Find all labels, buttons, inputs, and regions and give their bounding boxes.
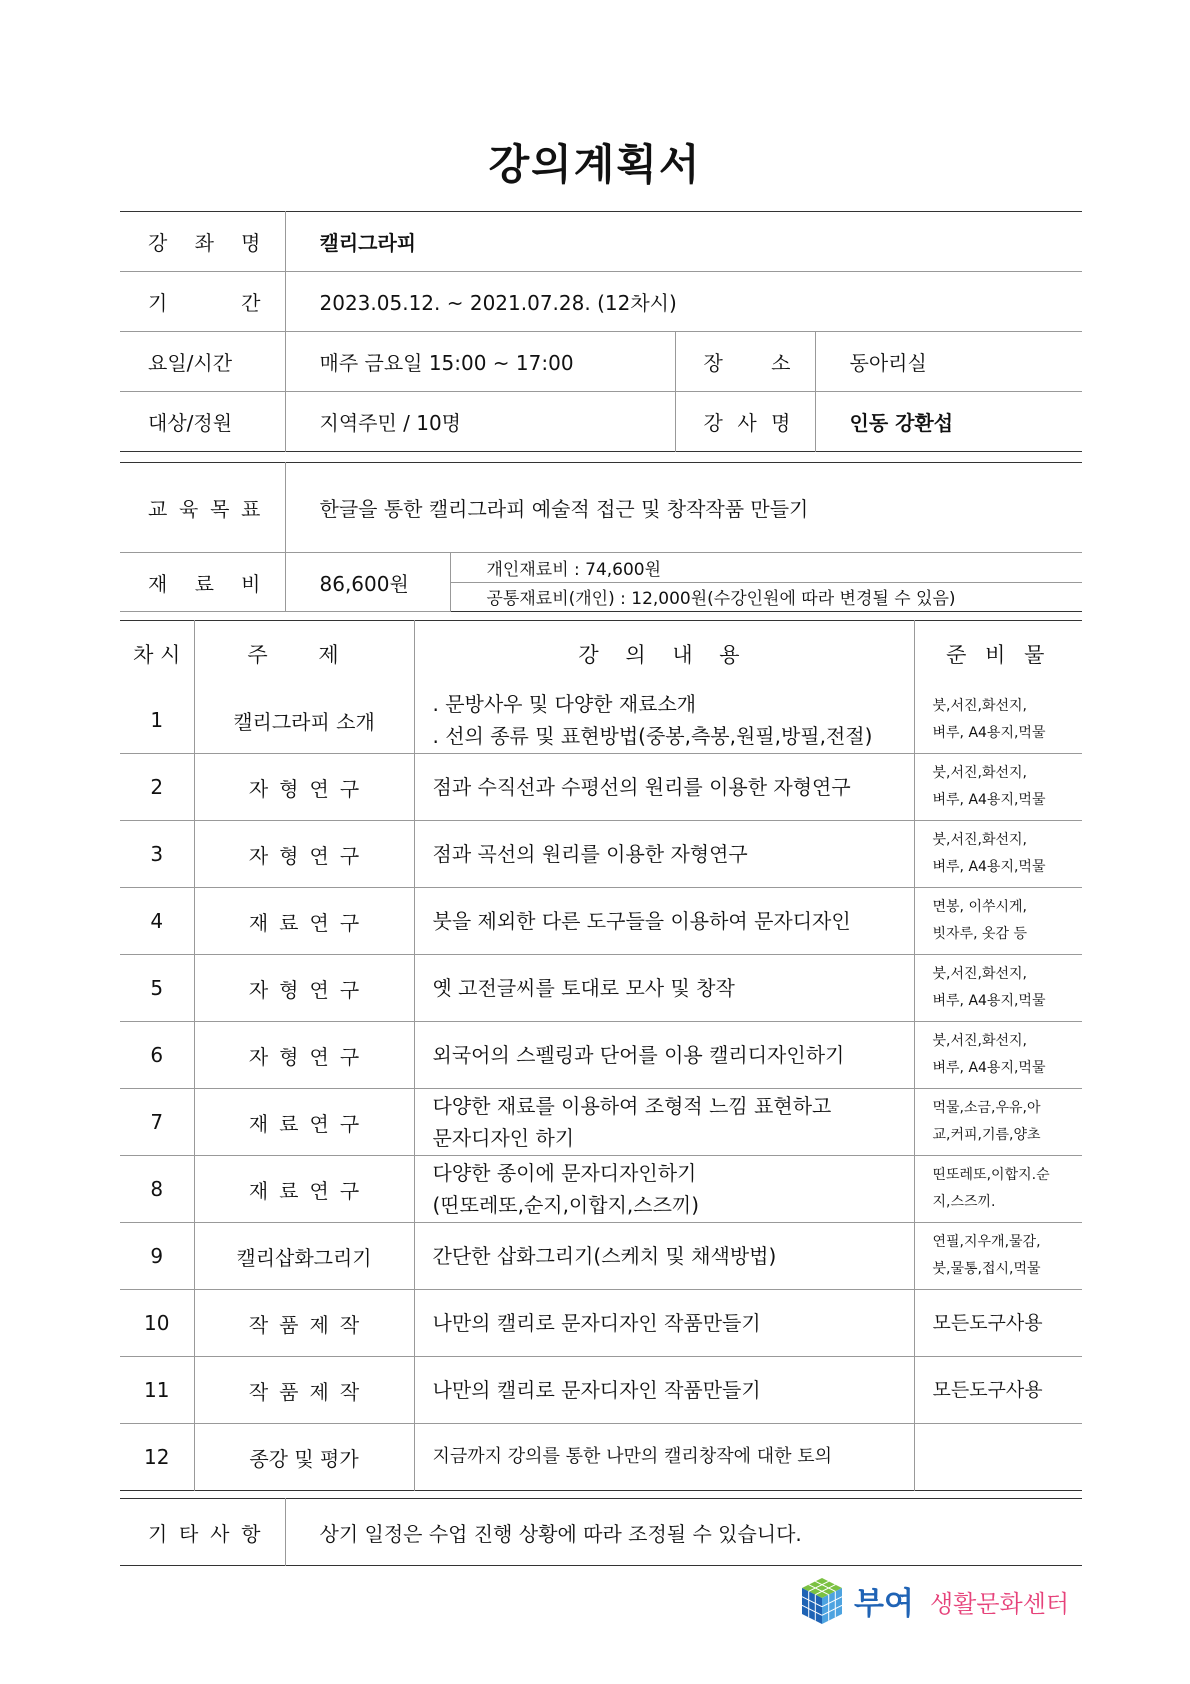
session-theme: 캘리삽화그리기 xyxy=(194,1223,414,1290)
course-label: 강 좌 명 xyxy=(120,212,285,272)
schedule-row xyxy=(120,888,1082,955)
session-prep xyxy=(914,754,1082,821)
session-content xyxy=(414,888,914,955)
session-prep xyxy=(914,1424,1082,1491)
prep-line-2: 벼루, A4용지,먹물 xyxy=(932,792,1046,808)
session-prep xyxy=(914,1223,1082,1290)
session-theme: 재료연구 xyxy=(194,1156,414,1223)
session-number: 4 xyxy=(120,888,194,955)
prep-line-2: 벼루, A4용지,먹물 xyxy=(932,859,1046,875)
instructor-value: 인동 강환섭 xyxy=(815,392,1082,452)
schedule-row xyxy=(120,1424,1082,1491)
session-content xyxy=(414,1156,914,1223)
content-line: 나만의 캘리로 문자디자인 작품만들기 xyxy=(432,1378,761,1402)
session-content xyxy=(414,687,914,754)
prep-line-2: 벼루, A4용지,먹물 xyxy=(932,725,1046,741)
notes-table xyxy=(120,1498,1082,1566)
notes-value: 상기 일정은 수업 진행 상황에 따라 조정될 수 있습니다. xyxy=(285,1499,1082,1566)
prep-line-2: 빗자루, 옷감 등 xyxy=(932,926,1027,942)
header-no: 차 시 xyxy=(133,643,181,667)
content-line: 점과 곡선의 원리를 이용한 자형연구 xyxy=(432,842,748,866)
session-content xyxy=(414,1022,914,1089)
session-theme: 자형연구 xyxy=(194,1022,414,1089)
content-line: 붓을 제외한 다른 도구들을 이용하여 문자디자인 xyxy=(432,909,851,933)
schedule-row xyxy=(120,1290,1082,1357)
schedule-row xyxy=(120,1357,1082,1424)
header-content: 강 의 내 용 xyxy=(414,621,914,688)
content-line: 다양한 종이에 문자디자인하기 xyxy=(432,1161,697,1185)
content-line-2: 문자디자인 하기 xyxy=(432,1126,575,1150)
notes-row xyxy=(120,1499,1082,1566)
content-line-2: . 선의 종류 및 표현방법(중봉,측봉,원필,방필,전절) xyxy=(432,724,873,748)
session-number: 11 xyxy=(120,1357,194,1424)
notes-label: 기 타 사 항 xyxy=(148,1521,261,1546)
session-prep xyxy=(914,687,1082,754)
period-row xyxy=(120,272,1082,332)
session-theme: 자형연구 xyxy=(194,821,414,888)
prep-line: 모든도구사용 xyxy=(932,1311,1043,1334)
session-prep xyxy=(914,1156,1082,1223)
session-prep xyxy=(914,1022,1082,1089)
session-theme: 종강 및 평가 xyxy=(194,1424,414,1491)
course-value: 캘리그라피 xyxy=(285,212,1082,272)
target-value: 지역주민 / 10명 xyxy=(285,392,675,452)
session-number: 8 xyxy=(120,1156,194,1223)
prep-line: 붓,서진,화선지, xyxy=(932,966,1027,982)
session-number: 1 xyxy=(120,687,194,754)
cube-logo-icon xyxy=(796,1572,1086,1638)
header-prep: 준 비 물 xyxy=(914,621,1082,688)
target-label: 대상/정원 xyxy=(148,411,233,435)
session-number: 6 xyxy=(120,1022,194,1089)
schedule-row xyxy=(120,1022,1082,1089)
goal-row xyxy=(120,463,1082,553)
page-title: 강의계획서 xyxy=(488,140,702,189)
schedule-row xyxy=(120,1223,1082,1290)
prep-line: 붓,서진,화선지, xyxy=(932,1033,1027,1049)
content-line: 간단한 삽화그리기(스케치 및 채색방법) xyxy=(432,1244,777,1268)
content-line-2: (띤또레또,순지,이합지,스즈끼) xyxy=(432,1193,700,1217)
prep-line: 연필,지우개,물감, xyxy=(932,1234,1041,1250)
session-theme: 자형연구 xyxy=(194,754,414,821)
target-row xyxy=(120,392,1082,452)
session-content xyxy=(414,821,914,888)
schedule-table xyxy=(120,620,1082,1491)
content-line: 점과 수직선과 수평선의 원리를 이용한 자형연구 xyxy=(432,775,851,799)
session-theme: 자형연구 xyxy=(194,955,414,1022)
fee-label: 재 료 비 xyxy=(120,553,285,612)
session-prep xyxy=(914,888,1082,955)
session-number: 7 xyxy=(120,1089,194,1156)
session-theme: 재료연구 xyxy=(194,888,414,955)
period-label: 기 간 xyxy=(120,272,285,332)
fee-row xyxy=(120,553,1082,583)
header-theme: 주 제 xyxy=(194,621,414,688)
session-number: 2 xyxy=(120,754,194,821)
prep-line: 먹물,소금,우유,아 xyxy=(932,1100,1041,1116)
place-value: 동아리실 xyxy=(815,332,1082,392)
content-line: . 문방사우 및 다양한 재료소개 xyxy=(432,692,697,716)
goal-value: 한글을 통한 캘리그라피 예술적 접근 및 창작작품 만들기 xyxy=(285,463,1082,553)
logo-subtitle: 생활문화센터 xyxy=(930,1590,1070,1618)
session-theme: 캘리그라피 소개 xyxy=(194,687,414,754)
content-line: 나만의 캘리로 문자디자인 작품만들기 xyxy=(432,1311,761,1335)
instructor-label: 강 사 명 xyxy=(675,392,815,452)
prep-line-2: 벼루, A4용지,먹물 xyxy=(932,1060,1046,1076)
course-row xyxy=(120,212,1082,272)
fee-common: 공통재료비(개인) : 12,000원(수강인원에 따라 변경될 수 있음) xyxy=(450,582,1082,612)
content-line: 옛 고전글씨를 토대로 모사 및 창작 xyxy=(432,976,735,1000)
session-prep xyxy=(914,1089,1082,1156)
session-theme: 재료연구 xyxy=(194,1089,414,1156)
session-prep xyxy=(914,1290,1082,1357)
schedule-row xyxy=(120,687,1082,754)
session-number: 10 xyxy=(120,1290,194,1357)
session-content xyxy=(414,1290,914,1357)
session-number: 9 xyxy=(120,1223,194,1290)
content-line: 다양한 재료를 이용하여 조형적 느낌 표현하고 xyxy=(432,1094,832,1118)
session-prep xyxy=(914,821,1082,888)
session-prep xyxy=(914,955,1082,1022)
prep-line: 붓,서진,화선지, xyxy=(932,698,1027,714)
logo-name: 부여 xyxy=(854,1586,914,1622)
course-info-table xyxy=(120,211,1082,452)
schedule-row xyxy=(120,955,1082,1022)
session-content xyxy=(414,1089,914,1156)
session-content xyxy=(414,1424,914,1491)
session-content xyxy=(414,754,914,821)
schedule-row xyxy=(120,821,1082,888)
session-theme: 작품제작 xyxy=(194,1290,414,1357)
schedule-row xyxy=(120,1089,1082,1156)
schedule-header-row xyxy=(120,621,1082,688)
prep-line: 붓,서진,화선지, xyxy=(932,765,1027,781)
schedule-row xyxy=(120,754,1082,821)
session-number: 12 xyxy=(144,1445,170,1469)
prep-line: 모든도구사용 xyxy=(932,1378,1043,1401)
prep-line-2: 벼루, A4용지,먹물 xyxy=(932,993,1046,1009)
session-theme: 작품제작 xyxy=(194,1357,414,1424)
session-number: 5 xyxy=(120,955,194,1022)
place-label: 장 소 xyxy=(675,332,815,392)
content-line: 외국어의 스펠링과 단어를 이용 캘리디자인하기 xyxy=(432,1043,845,1067)
fee-personal: 개인재료비 : 74,600원 xyxy=(450,553,1082,583)
schedule-label: 요일/시간 xyxy=(120,332,285,392)
prep-line-2: 지,스즈끼. xyxy=(932,1194,996,1210)
period-value: 2023.05.12. ~ 2021.07.28. (12차시) xyxy=(285,272,1082,332)
prep-line-2: 붓,물통,접시,먹물 xyxy=(932,1261,1041,1277)
schedule-value: 매주 금요일 15:00 ~ 17:00 xyxy=(285,332,675,392)
goal-fee-table xyxy=(120,462,1082,612)
fee-total: 86,600원 xyxy=(285,553,450,612)
schedule-row xyxy=(120,332,1082,392)
center-logo xyxy=(796,1572,1086,1638)
session-content xyxy=(414,955,914,1022)
prep-line: 붓,서진,화선지, xyxy=(932,832,1027,848)
prep-line: 띤또레또,이합지.순 xyxy=(932,1167,1050,1183)
schedule-row xyxy=(120,1156,1082,1223)
session-content xyxy=(414,1223,914,1290)
session-number: 3 xyxy=(120,821,194,888)
prep-line-2: 교,커피,기름,양초 xyxy=(932,1127,1041,1143)
session-prep xyxy=(914,1357,1082,1424)
goal-label: 교 육 목 표 xyxy=(120,463,285,553)
session-content xyxy=(414,1357,914,1424)
content-line: 지금까지 강의를 통한 나만의 캘리창작에 대한 토의 xyxy=(432,1446,832,1467)
prep-line: 면봉, 이쑤시게, xyxy=(932,899,1027,915)
